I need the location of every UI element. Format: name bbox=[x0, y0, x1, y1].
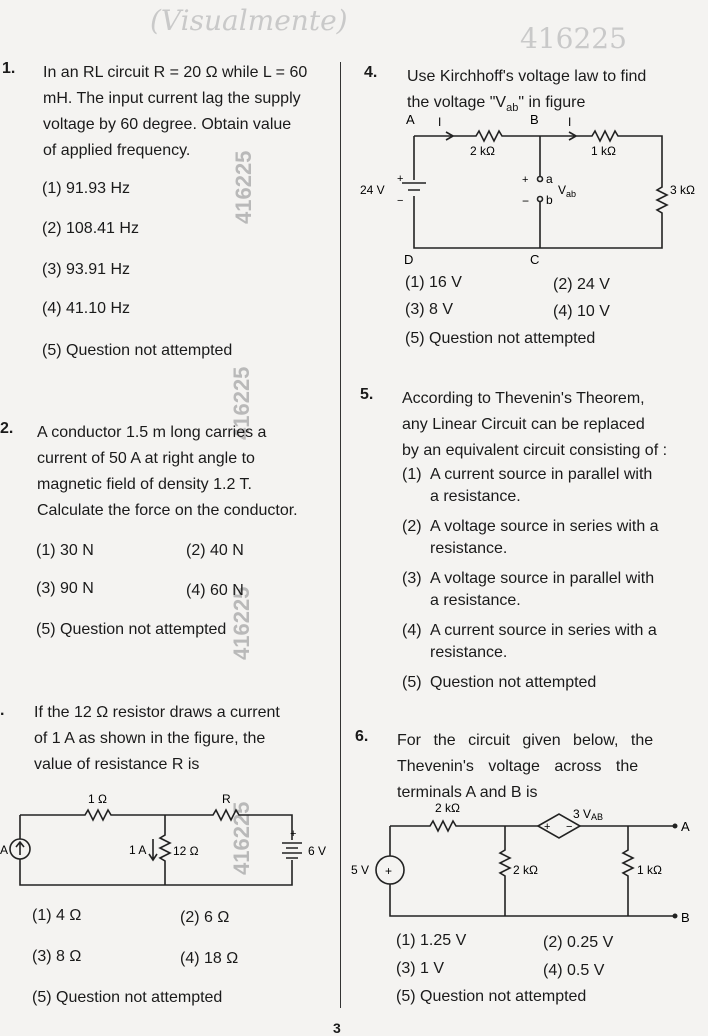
label-dependent-source bbox=[573, 807, 603, 822]
question-line: voltage by 60 degree. Obtain value bbox=[43, 116, 292, 133]
battery-minus: − bbox=[397, 195, 404, 207]
option[interactable]: (5) Question not attempted bbox=[32, 989, 223, 1006]
option[interactable] bbox=[402, 672, 702, 694]
option[interactable]: (4) 10 V bbox=[553, 303, 610, 320]
label-r2k-top: 2 kΩ bbox=[435, 801, 460, 815]
current-label: I bbox=[438, 115, 442, 129]
node-B: B bbox=[530, 112, 539, 127]
label-r1: 1 Ω bbox=[88, 792, 107, 806]
question-line: magnetic field of density 1.2 T. bbox=[37, 476, 252, 493]
option-text: A current source in parallel with bbox=[430, 466, 653, 483]
option[interactable]: (5) Question not attempted bbox=[42, 342, 233, 359]
question-text bbox=[34, 700, 334, 778]
source-plus: + bbox=[385, 864, 393, 878]
option[interactable]: (3) 8 V bbox=[405, 301, 454, 318]
option-text: A voltage source in series with a bbox=[430, 518, 659, 535]
question-text bbox=[402, 386, 702, 464]
question-line: In an RL circuit R = 20 Ω while L = 60 bbox=[43, 64, 308, 81]
label-source: A bbox=[0, 843, 9, 857]
option[interactable]: (4) 60 N bbox=[186, 582, 244, 599]
terminal-A: A bbox=[681, 819, 690, 834]
option[interactable]: (4) 0.5 V bbox=[543, 962, 605, 979]
question-line: Calculate the force on the conductor. bbox=[37, 502, 298, 519]
option[interactable] bbox=[402, 568, 702, 612]
label-dep-sub: AB bbox=[591, 812, 604, 822]
question-number: . bbox=[0, 702, 5, 719]
option-text: Question not attempted bbox=[430, 674, 597, 691]
question-number: 5. bbox=[360, 386, 374, 403]
question-number: 6. bbox=[355, 728, 369, 745]
question-number: 4. bbox=[364, 64, 378, 81]
question-line: Thevenin's voltage across the bbox=[397, 758, 639, 775]
option[interactable]: (2) 0.25 V bbox=[543, 934, 614, 951]
question-line: A conductor 1.5 m long carries a bbox=[37, 424, 267, 441]
question-line-part: the voltage "V bbox=[407, 94, 507, 111]
label-plus: + bbox=[290, 828, 297, 840]
option-number: (5) bbox=[402, 674, 422, 691]
option[interactable]: (3) 1 V bbox=[396, 960, 445, 977]
option[interactable]: (1) 4 Ω bbox=[32, 907, 82, 924]
option[interactable]: (5) Question not attempted bbox=[36, 621, 227, 638]
dep-minus: − bbox=[566, 821, 573, 833]
option[interactable]: (3) 93.91 Hz bbox=[42, 261, 131, 278]
label-current: 1 A bbox=[129, 843, 147, 857]
question-line: value of resistance R is bbox=[34, 756, 200, 773]
option-number: (3) bbox=[402, 570, 422, 587]
watermark: 416225 bbox=[229, 366, 254, 440]
option[interactable] bbox=[402, 464, 702, 508]
option-number: (1) bbox=[402, 466, 422, 483]
label-r1k: 1 kΩ bbox=[637, 863, 662, 877]
dep-plus: + bbox=[544, 821, 551, 833]
label-dep-main: 3 V bbox=[573, 807, 592, 821]
question-text bbox=[397, 728, 697, 806]
watermark: 416225 bbox=[229, 586, 254, 660]
option[interactable]: (1) 30 N bbox=[36, 542, 94, 559]
label-r1k: 1 kΩ bbox=[591, 144, 616, 158]
label-r: R bbox=[222, 792, 231, 806]
option-number: (4) bbox=[402, 622, 422, 639]
question-line: any Linear Circuit can be replaced bbox=[402, 416, 645, 433]
question-line: Use Kirchhoff's voltage law to find bbox=[407, 68, 647, 85]
option[interactable]: (5) Question not attempted bbox=[396, 988, 587, 1005]
option[interactable]: (4) 41.10 Hz bbox=[42, 300, 131, 317]
question-text bbox=[37, 420, 337, 524]
battery-plus: + bbox=[397, 173, 404, 185]
terminal-b: b bbox=[546, 193, 553, 207]
faint-header-right: 416225 bbox=[520, 22, 627, 55]
terminal-B: B bbox=[681, 910, 690, 925]
terminal-minus: − bbox=[522, 194, 530, 208]
question-line: mH. The input current lag the supply bbox=[43, 90, 301, 107]
current-label: I bbox=[568, 115, 572, 129]
label-voltage: 6 V bbox=[308, 844, 327, 858]
circuit-figure-q4 bbox=[358, 112, 708, 270]
option-text: A current source in series with a bbox=[430, 622, 657, 639]
faint-header-left: (Visualmente) bbox=[150, 4, 348, 37]
terminal-a: a bbox=[546, 172, 553, 186]
option-text: resistance. bbox=[430, 644, 508, 661]
node-C: C bbox=[530, 252, 540, 267]
label-vab-sub: ab bbox=[566, 189, 577, 199]
option[interactable]: (5) Question not attempted bbox=[405, 330, 596, 347]
question-line: For the circuit given below, the bbox=[397, 732, 654, 749]
question-line: According to Thevenin's Theorem, bbox=[402, 390, 645, 407]
label-r2k: 2 kΩ bbox=[513, 863, 538, 877]
page-number: 3 bbox=[333, 1020, 341, 1036]
question-number: 2. bbox=[0, 420, 14, 437]
question-line: terminals A and B is bbox=[397, 784, 538, 801]
option-text: a resistance. bbox=[430, 488, 521, 505]
option[interactable]: (1) 91.93 Hz bbox=[42, 180, 131, 197]
label-r2k: 2 kΩ bbox=[470, 144, 495, 158]
question-number: 1. bbox=[2, 60, 16, 77]
question-text bbox=[43, 60, 343, 164]
question-line: by an equivalent circuit consisting of : bbox=[402, 442, 668, 459]
circuit-figure-q3 bbox=[0, 785, 335, 895]
option-number: (2) bbox=[402, 518, 422, 535]
label-vab bbox=[558, 183, 576, 199]
option[interactable]: (2) 40 N bbox=[186, 542, 244, 559]
question-line: If the 12 Ω resistor draws a current bbox=[34, 704, 280, 721]
option[interactable]: (1) 1.25 V bbox=[396, 932, 467, 949]
question-line: of 1 A as shown in the figure, the bbox=[34, 730, 266, 747]
label-r3k: 3 kΩ bbox=[670, 183, 695, 197]
label-vab-main: V bbox=[558, 183, 567, 197]
watermark: 416225 bbox=[229, 801, 254, 875]
option[interactable]: (4) 18 Ω bbox=[180, 950, 239, 967]
option[interactable]: (2) 6 Ω bbox=[180, 909, 230, 926]
label-r12: 12 Ω bbox=[173, 844, 199, 858]
circuit-figure-q6 bbox=[345, 798, 705, 932]
header-bleed bbox=[0, 0, 708, 55]
label-5v: 5 V bbox=[351, 863, 370, 877]
terminal-plus: + bbox=[522, 174, 529, 186]
node-A: A bbox=[406, 112, 415, 127]
option[interactable]: (3) 8 Ω bbox=[32, 948, 82, 965]
node-D: D bbox=[404, 252, 414, 267]
label-24v: 24 V bbox=[360, 183, 385, 197]
option[interactable] bbox=[402, 620, 702, 664]
option[interactable]: (3) 90 N bbox=[36, 580, 94, 597]
watermark: 416225 bbox=[231, 150, 256, 224]
option[interactable] bbox=[402, 516, 702, 560]
option[interactable]: (2) 24 V bbox=[553, 276, 610, 293]
option[interactable]: (1) 16 V bbox=[405, 274, 462, 291]
subscript: ab bbox=[506, 102, 519, 115]
option-text: A voltage source in parallel with bbox=[430, 570, 655, 587]
option-text: resistance. bbox=[430, 540, 508, 557]
option-text: a resistance. bbox=[430, 592, 521, 609]
option[interactable]: (2) 108.41 Hz bbox=[42, 220, 139, 237]
question-line: of applied frequency. bbox=[43, 142, 191, 159]
column-divider bbox=[340, 62, 341, 1008]
question-line-part: " in figure bbox=[518, 94, 586, 111]
question-line: current of 50 A at right angle to bbox=[37, 450, 255, 467]
